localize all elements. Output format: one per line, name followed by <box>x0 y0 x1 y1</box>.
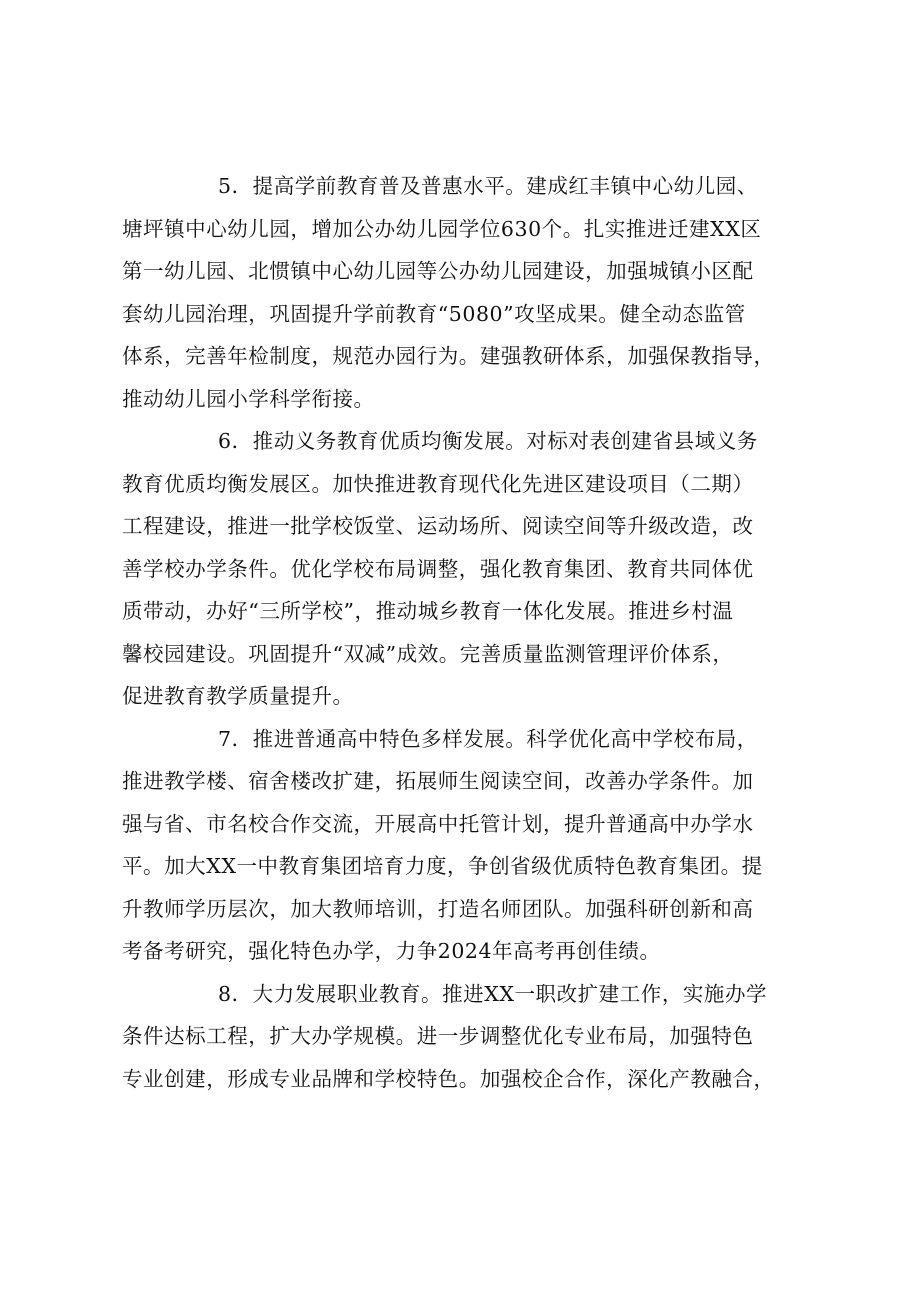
text-line: 第一幼儿园、北惯镇中心幼儿园等公办幼儿园建设，加强城镇小区配 <box>122 259 754 283</box>
text-line: 5．提高学前教育普及普惠水平。建成红丰镇中心幼儿园、 <box>218 174 758 198</box>
text-line: 平。加大XX一中教育集团培育力度，争创省级优质特色教育集团。提 <box>122 854 763 878</box>
text-line: 升教师学历层次，加大教师培训，打造名师团队。加强科研创新和高 <box>122 896 754 921</box>
text-line: 塘坪镇中心幼儿园，增加公办幼儿园学位630个。扎实推进迁建XX区 <box>122 216 762 241</box>
document-body <box>122 165 812 1100</box>
text-line: 体系，完善年检制度，规范办园行为。建强教研体系，加强保教指导， <box>122 344 775 368</box>
paragraph-8-vocational-education <box>122 973 812 1101</box>
paragraph-5-preschool-education <box>122 165 812 420</box>
text-line: 套幼儿园治理，巩固提升学前教育“5080”攻坚成果。健全动态监管 <box>122 301 746 326</box>
paragraph-6-compulsory-education <box>122 420 812 718</box>
text-line: 条件达标工程，扩大办学规模。进一步调整优化专业布局，加强特色 <box>122 1024 754 1048</box>
text-line: 工程建设，推进一批学校饭堂、运动场所、阅读空间等升级改造，改 <box>122 514 754 538</box>
text-line: 考备考研究，强化特色办学，力争2024年高考再创佳绩。 <box>122 939 661 963</box>
text-line: 推动幼儿园小学科学衔接。 <box>122 386 375 411</box>
paragraph-7-high-school <box>122 718 812 973</box>
text-line: 推进教学楼、宿舍楼改扩建，拓展师生阅读空间，改善办学条件。加 <box>122 769 754 793</box>
text-line: 馨校园建设。巩固提升“双减”成效。完善质量监测管理评价体系， <box>122 641 734 666</box>
text-line: 8．大力发展职业教育。推进XX一职改扩建工作，实施办学 <box>218 981 768 1006</box>
text-line: 质带动，办好“三所学校”，推动城乡教育一体化发展。推进乡村温 <box>122 599 734 623</box>
text-line: 专业创建，形成专业品牌和学校特色。加强校企合作，深化产教融合， <box>122 1066 775 1091</box>
text-line: 促进教育教学质量提升。 <box>122 684 354 708</box>
text-line: 教育优质均衡发展区。加快推进教育现代化先进区建设项目（二期） <box>122 471 754 496</box>
text-line: 6．推动义务教育优质均衡发展。对标对表创建省县域义务 <box>218 429 758 453</box>
text-line: 7．推进普通高中特色多样发展。科学优化高中学校布局， <box>218 726 758 751</box>
text-line: 善学校办学条件。优化学校布局调整，强化教育集团、教育共同体优 <box>122 556 754 581</box>
text-line: 强与省、市名校合作交流，开展高中托管计划，提升普通高中办学水 <box>122 811 754 836</box>
